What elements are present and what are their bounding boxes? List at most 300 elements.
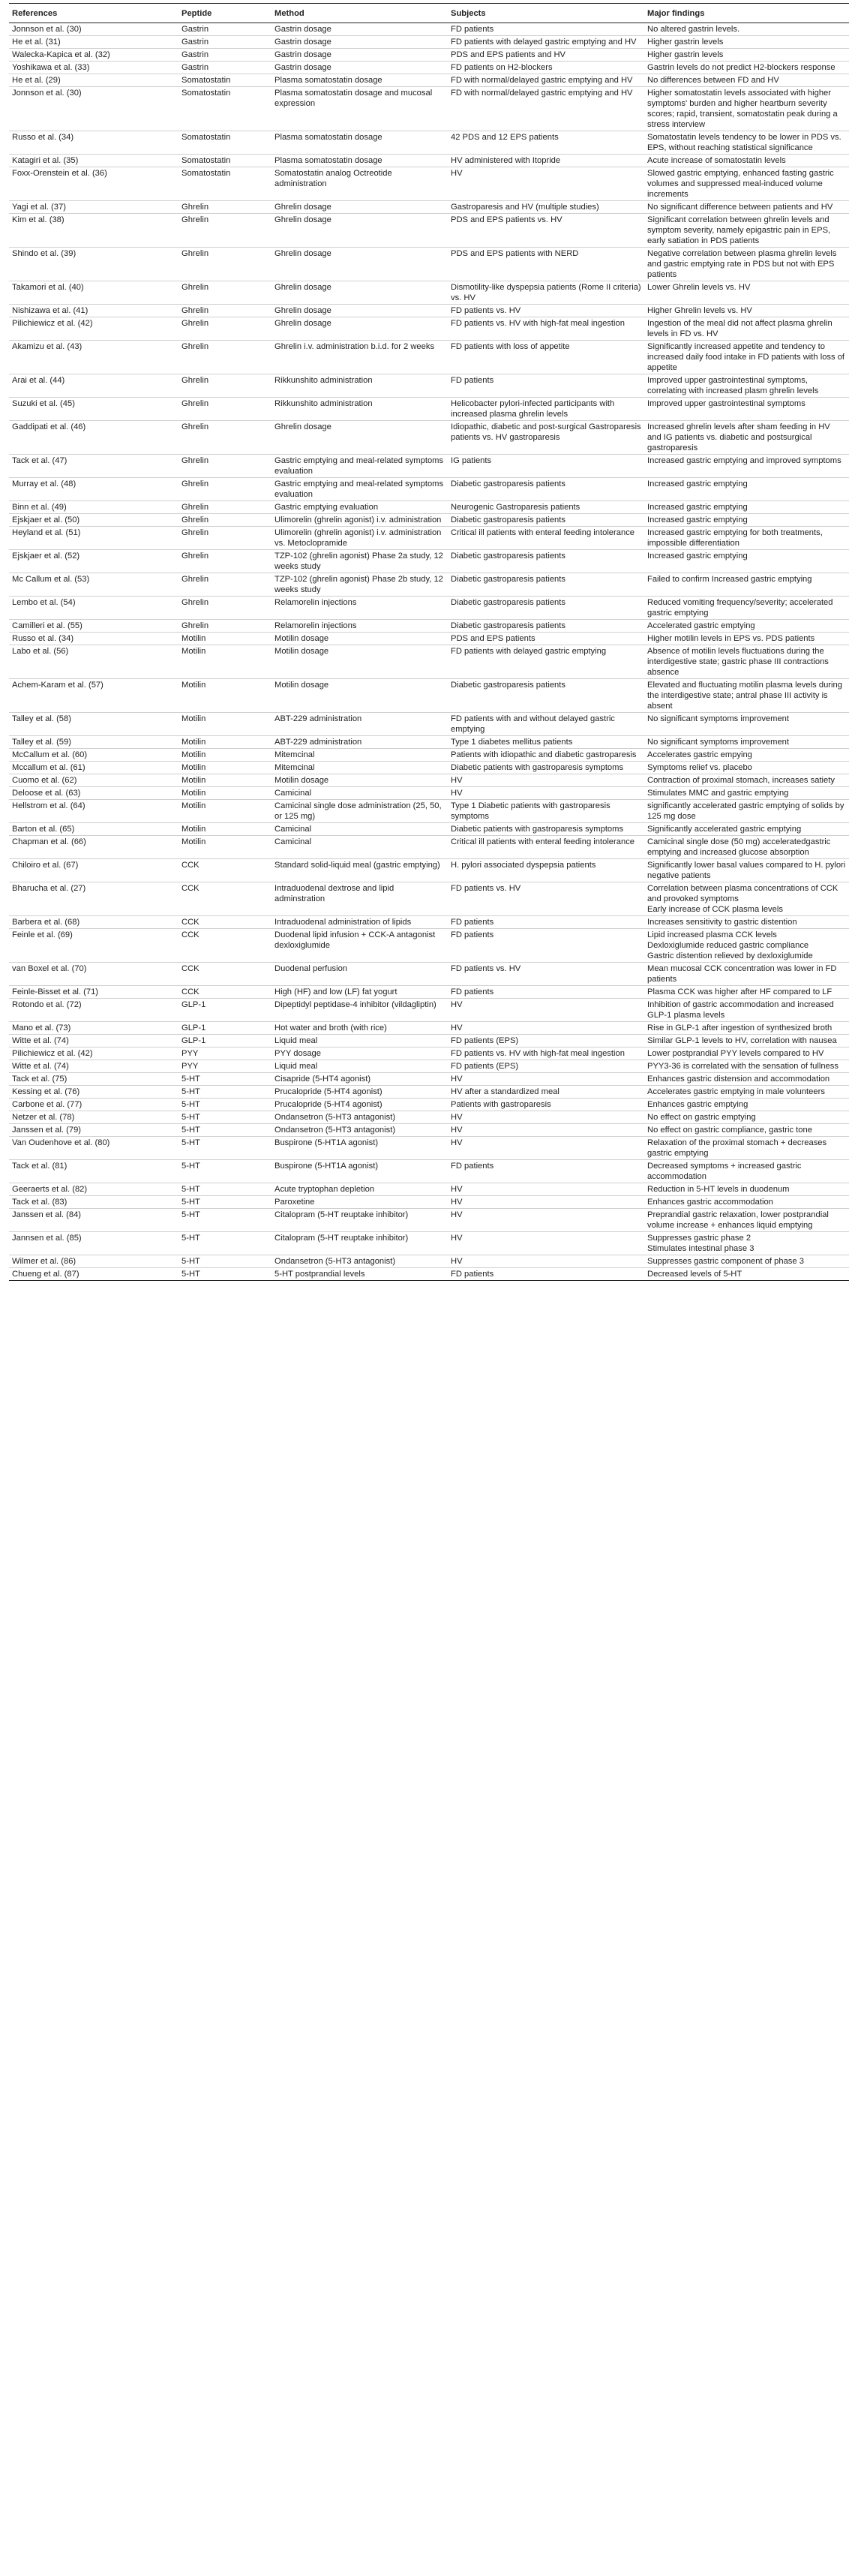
peptide-text: Gastrin	[182, 50, 209, 59]
reference-text: Shindo et al. (39)	[12, 249, 76, 258]
reference-text: Gaddipati et al. (46)	[12, 422, 86, 431]
cell-reference	[9, 23, 178, 36]
table-row	[9, 155, 849, 167]
cell-findings	[644, 1022, 849, 1035]
peptide-text: 5-HT	[182, 1126, 200, 1135]
table-row	[9, 1111, 849, 1124]
reference-text: Labo et al. (56)	[12, 647, 69, 656]
subjects-text: HV	[451, 1234, 463, 1243]
cell-reference	[9, 455, 178, 478]
cell-peptide	[178, 550, 272, 573]
table-row	[9, 1268, 849, 1281]
cell-subjects	[448, 1232, 644, 1255]
cell-peptide	[178, 916, 272, 929]
method-text: Mitemcinal	[274, 750, 315, 759]
cell-findings	[644, 736, 849, 749]
subjects-text: HV	[451, 776, 463, 785]
cell-subjects	[448, 281, 644, 305]
cell-peptide	[178, 762, 272, 774]
cell-reference	[9, 1232, 178, 1255]
cell-subjects	[448, 713, 644, 736]
peptide-text: Gastrin	[182, 63, 209, 72]
cell-findings	[644, 23, 849, 36]
reference-text: Netzer et al. (78)	[12, 1113, 75, 1122]
subjects-text: FD patients (EPS)	[451, 1062, 519, 1071]
findings-text: Increased gastric emptying	[647, 503, 748, 512]
method-text: Somatostatin analog Octreotide administration	[274, 169, 392, 188]
cell-peptide	[178, 836, 272, 859]
method-text: Citalopram (5-HT reuptake inhibitor)	[274, 1234, 409, 1243]
cell-findings	[644, 455, 849, 478]
table-row	[9, 398, 849, 421]
cell-findings	[644, 597, 849, 620]
cell-findings	[644, 645, 849, 679]
cell-method	[272, 859, 448, 882]
cell-method	[272, 550, 448, 573]
peptide-text: 5-HT	[182, 1100, 200, 1109]
cell-reference	[9, 963, 178, 986]
table-row	[9, 248, 849, 281]
cell-peptide	[178, 478, 272, 501]
cell-method	[272, 713, 448, 736]
reference-text: Jonnson et al. (30)	[12, 25, 82, 34]
cell-subjects	[448, 49, 644, 62]
cell-subjects	[448, 1060, 644, 1073]
peptide-text: Ghrelin	[182, 306, 209, 315]
reference-text: Yoshikawa et al. (33)	[12, 63, 90, 72]
cell-method	[272, 823, 448, 836]
cell-peptide	[178, 87, 272, 131]
reference-text: Chiloiro et al. (67)	[12, 861, 79, 870]
cell-findings	[644, 1060, 849, 1073]
reference-text: Foxx-Orenstein et al. (36)	[12, 169, 107, 178]
cell-peptide	[178, 62, 272, 74]
cell-peptide	[178, 248, 272, 281]
cell-reference	[9, 713, 178, 736]
method-text: Camicinal	[274, 789, 312, 798]
table-row	[9, 597, 849, 620]
table-row	[9, 787, 849, 800]
subjects-text: Diabetic gastroparesis patients	[451, 598, 566, 607]
cell-findings	[644, 1124, 849, 1137]
reference-text: Tack et al. (81)	[12, 1162, 68, 1171]
cell-method	[272, 1196, 448, 1209]
cell-subjects	[448, 214, 644, 248]
cell-reference	[9, 882, 178, 916]
cell-subjects	[448, 999, 644, 1022]
cell-peptide	[178, 679, 272, 713]
subjects-text: Critical ill patients with enteral feeding intolerance	[451, 837, 635, 846]
cell-peptide	[178, 131, 272, 155]
subjects-text: HV	[451, 1113, 463, 1122]
subjects-text: Patients with idiopathic and diabetic gastroparesis	[451, 750, 637, 759]
reference-text: Walecka-Kapica et al. (32)	[12, 50, 110, 59]
cell-peptide	[178, 49, 272, 62]
table-row	[9, 281, 849, 305]
cell-method	[272, 317, 448, 341]
cell-reference	[9, 573, 178, 597]
reference-text: Binn et al. (49)	[12, 503, 67, 512]
peptide-text: Motilin	[182, 738, 206, 747]
cell-method	[272, 201, 448, 214]
method-text: Ondansetron (5-HT3 antagonist)	[274, 1257, 396, 1266]
cell-method	[272, 341, 448, 374]
cell-reference	[9, 514, 178, 527]
cell-peptide	[178, 421, 272, 455]
cell-reference	[9, 1086, 178, 1099]
table-row	[9, 916, 849, 929]
cell-peptide	[178, 23, 272, 36]
peptide-text: Gastrin	[182, 38, 209, 47]
table-row	[9, 645, 849, 679]
method-text: Ondansetron (5-HT3 antagonist)	[274, 1126, 396, 1135]
findings-text: Accelerates gastric empying	[647, 750, 752, 759]
cell-method	[272, 929, 448, 963]
table-row	[9, 214, 849, 248]
subjects-text: Diabetic gastroparesis patients	[451, 575, 566, 584]
cell-peptide	[178, 645, 272, 679]
findings-text: Plasma CCK was higher after HF compared to LF	[647, 987, 832, 996]
cell-subjects	[448, 1048, 644, 1060]
method-text: Camicinal	[274, 825, 312, 834]
cell-findings	[644, 929, 849, 963]
peptide-text: PYY	[182, 1062, 199, 1071]
cell-method	[272, 455, 448, 478]
findings-text: Absence of motilin levels fluctuations during the interdigestive state; gastric phase III contractions absence	[647, 647, 829, 677]
subjects-text: FD patients	[451, 918, 494, 927]
reference-text: Achem-Karam et al. (57)	[12, 681, 104, 690]
peptide-text: Motilin	[182, 681, 206, 690]
findings-text: Lipid increased plasma CCK levels Dexloxiglumide reduced gastric compliance Gastric distention relieved by dexloxiglumide	[647, 930, 813, 960]
cell-method	[272, 787, 448, 800]
cell-method	[272, 1268, 448, 1281]
subjects-text: FD patients with delayed gastric emptying and HV	[451, 38, 637, 47]
subjects-text: Critical ill patients with enteral feeding intolerance	[451, 528, 635, 537]
findings-text: Ingestion of the meal did not affect plasma ghrelin levels in FD vs. HV	[647, 319, 832, 338]
cell-peptide	[178, 1268, 272, 1281]
table-row	[9, 963, 849, 986]
cell-findings	[644, 374, 849, 398]
subjects-text: FD patients with loss of appetite	[451, 342, 570, 351]
method-text: Ghrelin dosage	[274, 283, 332, 292]
table-row	[9, 527, 849, 550]
method-text: Ghrelin dosage	[274, 422, 332, 431]
peptide-text: CCK	[182, 987, 200, 996]
table-row	[9, 1086, 849, 1099]
cell-subjects	[448, 836, 644, 859]
cell-peptide	[178, 573, 272, 597]
cell-peptide	[178, 633, 272, 645]
findings-text: Somatostatin levels tendency to be lower in PDS vs. EPS, without reaching statistical significance	[647, 133, 842, 152]
reference-text: Feinle-Bisset et al. (71)	[12, 987, 99, 996]
cell-findings	[644, 317, 849, 341]
cell-subjects	[448, 1209, 644, 1232]
peptide-text: Ghrelin	[182, 528, 209, 537]
cell-reference	[9, 1099, 178, 1111]
reference-text: Hellstrom et al. (64)	[12, 801, 86, 810]
cell-findings	[644, 836, 849, 859]
cell-peptide	[178, 1137, 272, 1160]
cell-method	[272, 248, 448, 281]
cell-findings	[644, 201, 849, 214]
peptide-text: Ghrelin	[182, 422, 209, 431]
cell-peptide	[178, 963, 272, 986]
cell-subjects	[448, 573, 644, 597]
subjects-text: HV	[451, 1185, 463, 1194]
cell-reference	[9, 1268, 178, 1281]
cell-method	[272, 36, 448, 49]
cell-method	[272, 514, 448, 527]
table-row	[9, 131, 849, 155]
cell-reference	[9, 36, 178, 49]
table-row	[9, 1035, 849, 1048]
findings-text: Reduced vomiting frequency/severity; accelerated gastric emptying	[647, 598, 833, 618]
reference-text: Carbone et al. (77)	[12, 1100, 82, 1109]
table-row	[9, 501, 849, 514]
reference-text: Katagiri et al. (35)	[12, 156, 79, 165]
cell-method	[272, 836, 448, 859]
findings-text: Improved upper gastrointestinal symptoms	[647, 399, 806, 408]
cell-subjects	[448, 455, 644, 478]
method-text: Plasma somatostatin dosage	[274, 133, 382, 142]
subjects-text: HV	[451, 169, 463, 178]
method-text: Gastrin dosage	[274, 50, 332, 59]
method-text: Ghrelin i.v. administration b.i.d. for 2 weeks	[274, 342, 435, 351]
cell-method	[272, 421, 448, 455]
cell-method	[272, 882, 448, 916]
cell-method	[272, 736, 448, 749]
cell-findings	[644, 514, 849, 527]
reference-text: Geeraerts et al. (82)	[12, 1185, 88, 1194]
subjects-text: Diabetic gastroparesis patients	[451, 516, 566, 525]
reference-text: Jannsen et al. (85)	[12, 1234, 82, 1243]
method-text: Duodenal lipid infusion + CCK-A antagonist dexloxiglumide	[274, 930, 436, 950]
subjects-text: HV	[451, 1126, 463, 1135]
cell-subjects	[448, 929, 644, 963]
cell-method	[272, 49, 448, 62]
cell-peptide	[178, 214, 272, 248]
cell-subjects	[448, 421, 644, 455]
findings-text: Negative correlation between plasma ghrelin levels and gastric emptying rate in PDS but not with EPS patients	[647, 249, 837, 279]
cell-method	[272, 1111, 448, 1124]
cell-peptide	[178, 774, 272, 787]
subjects-text: PDS and EPS patients with NERD	[451, 249, 579, 258]
cell-peptide	[178, 74, 272, 87]
method-text: Gastrin dosage	[274, 38, 332, 47]
cell-peptide	[178, 1160, 272, 1183]
cell-findings	[644, 1099, 849, 1111]
cell-findings	[644, 550, 849, 573]
reference-text: Witte et al. (74)	[12, 1036, 69, 1045]
method-text: Ghrelin dosage	[274, 306, 332, 315]
method-text: Ondansetron (5-HT3 antagonist)	[274, 1113, 396, 1122]
method-text: Ghrelin dosage	[274, 249, 332, 258]
peptide-text: CCK	[182, 964, 200, 973]
reference-text: Tack et al. (75)	[12, 1075, 68, 1084]
cell-findings	[644, 131, 849, 155]
reference-text: Mano et al. (73)	[12, 1023, 71, 1033]
table-row	[9, 620, 849, 633]
cell-method	[272, 1086, 448, 1099]
subjects-text: Patients with gastroparesis	[451, 1100, 551, 1109]
cell-subjects	[448, 1183, 644, 1196]
cell-reference	[9, 986, 178, 999]
findings-text: No altered gastrin levels.	[647, 25, 740, 34]
reference-text: Talley et al. (59)	[12, 738, 71, 747]
cell-findings	[644, 823, 849, 836]
cell-method	[272, 774, 448, 787]
findings-text: Correlation between plasma concentrations of CCK and provoked symptoms Early increase of CCK plasma levels	[647, 884, 838, 914]
subjects-text: HV administered with Itopride	[451, 156, 561, 165]
subjects-text: HV after a standardized meal	[451, 1087, 560, 1096]
peptide-text: Motilin	[182, 763, 206, 772]
cell-subjects	[448, 823, 644, 836]
table-row	[9, 836, 849, 859]
findings-text: Higher Ghrelin levels vs. HV	[647, 306, 752, 315]
table-row	[9, 999, 849, 1022]
cell-subjects	[448, 248, 644, 281]
cell-findings	[644, 421, 849, 455]
cell-peptide	[178, 341, 272, 374]
subjects-text: FD with normal/delayed gastric emptying and HV	[451, 89, 633, 98]
peptide-text: Ghrelin	[182, 479, 209, 488]
cell-reference	[9, 1035, 178, 1048]
cell-findings	[644, 620, 849, 633]
cell-peptide	[178, 999, 272, 1022]
cell-method	[272, 620, 448, 633]
cell-subjects	[448, 36, 644, 49]
cell-findings	[644, 679, 849, 713]
subjects-text: HV	[451, 1075, 463, 1084]
table-row	[9, 74, 849, 87]
cell-findings	[644, 527, 849, 550]
subjects-text: Type 1 Diabetic patients with gastroparesis symptoms	[451, 801, 610, 821]
table-row	[9, 455, 849, 478]
cell-findings	[644, 1160, 849, 1183]
method-text: Standard solid-liquid meal (gastric emptying)	[274, 861, 440, 870]
cell-findings	[644, 573, 849, 597]
findings-text: Reduction in 5-HT levels in duodenum	[647, 1185, 790, 1194]
cell-reference	[9, 248, 178, 281]
cell-findings	[644, 882, 849, 916]
cell-peptide	[178, 1209, 272, 1232]
cell-reference	[9, 1022, 178, 1035]
findings-text: No effect on gastric emptying	[647, 1113, 756, 1122]
cell-findings	[644, 963, 849, 986]
table-row	[9, 679, 849, 713]
cell-findings	[644, 916, 849, 929]
cell-reference	[9, 501, 178, 514]
cell-subjects	[448, 1124, 644, 1137]
cell-reference	[9, 527, 178, 550]
cell-method	[272, 374, 448, 398]
column-header-reference: References	[9, 4, 178, 23]
cell-peptide	[178, 929, 272, 963]
table-row	[9, 23, 849, 36]
peptide-text: CCK	[182, 884, 200, 893]
findings-text: Increases sensitivity to gastric distention	[647, 918, 797, 927]
cell-peptide	[178, 1086, 272, 1099]
cell-peptide	[178, 398, 272, 421]
subjects-text: FD patients vs. HV	[451, 964, 521, 973]
cell-method	[272, 87, 448, 131]
cell-reference	[9, 201, 178, 214]
column-header-peptide: Peptide	[178, 4, 272, 23]
reference-text: Pilichiewicz et al. (42)	[12, 1049, 93, 1058]
cell-findings	[644, 214, 849, 248]
cell-subjects	[448, 762, 644, 774]
method-text: Ghrelin dosage	[274, 203, 332, 212]
column-header-subjects: Subjects	[448, 4, 644, 23]
table-row	[9, 1099, 849, 1111]
cell-reference	[9, 645, 178, 679]
subjects-text: Helicobacter pylori-infected participants with increased plasma ghrelin levels	[451, 399, 615, 419]
reference-text: Suzuki et al. (45)	[12, 399, 75, 408]
cell-method	[272, 214, 448, 248]
cell-findings	[644, 87, 849, 131]
findings-text: Accelerates gastric emptying in male volunteers	[647, 1087, 825, 1096]
findings-text: Rise in GLP-1 after ingestion of synthesized broth	[647, 1023, 832, 1033]
subjects-text: Diabetic patients with gastroparesis symptoms	[451, 825, 624, 834]
cell-method	[272, 597, 448, 620]
reference-text: van Boxel et al. (70)	[12, 964, 87, 973]
findings-text: Slowed gastric emptying, enhanced fasting gastric volumes and suppressed meal-induced volume increments	[647, 169, 834, 199]
peptide-text: Motilin	[182, 789, 206, 798]
findings-text: Elevated and fluctuating motilin plasma levels during the interdigestive state; antral phase III activity is absent	[647, 681, 842, 711]
reference-text: Akamizu et al. (43)	[12, 342, 82, 351]
cell-peptide	[178, 986, 272, 999]
findings-text: significantly accelerated gastric emptying of solids by 125 mg dose	[647, 801, 844, 821]
reference-text: Takamori et al. (40)	[12, 283, 84, 292]
cell-peptide	[178, 859, 272, 882]
table-row	[9, 633, 849, 645]
peptide-text: Somatostatin	[182, 89, 231, 98]
cell-reference	[9, 774, 178, 787]
method-text: Camicinal single dose administration (25, 50, or 125 mg)	[274, 801, 442, 821]
cell-findings	[644, 633, 849, 645]
cell-subjects	[448, 787, 644, 800]
cell-findings	[644, 167, 849, 201]
peptide-text: Ghrelin	[182, 621, 209, 630]
cell-reference	[9, 823, 178, 836]
findings-text: Increased gastric emptying for both treatments, impossible differentiation	[647, 528, 823, 548]
reference-text: Murray et al. (48)	[12, 479, 76, 488]
cell-findings	[644, 341, 849, 374]
cell-method	[272, 1022, 448, 1035]
cell-method	[272, 527, 448, 550]
cell-peptide	[178, 36, 272, 49]
cell-peptide	[178, 1255, 272, 1268]
peptide-text: Somatostatin	[182, 76, 231, 85]
subjects-text: FD patients vs. HV with high-fat meal ingestion	[451, 1049, 625, 1058]
findings-text: Increased ghrelin levels after sham feeding in HV and IG patients vs. diabetic and postsurgical gastroparesis	[647, 422, 830, 452]
cell-subjects	[448, 514, 644, 527]
cell-reference	[9, 1255, 178, 1268]
cell-peptide	[178, 201, 272, 214]
cell-subjects	[448, 1255, 644, 1268]
cell-method	[272, 633, 448, 645]
peptide-text: Ghrelin	[182, 399, 209, 408]
method-text: Motilin dosage	[274, 647, 329, 656]
method-text: Prucalopride (5-HT4 agonist)	[274, 1100, 382, 1109]
table-row	[9, 823, 849, 836]
cell-subjects	[448, 1073, 644, 1086]
cell-findings	[644, 1086, 849, 1099]
subjects-text: FD patients vs. HV	[451, 884, 521, 893]
cell-subjects	[448, 87, 644, 131]
table-row	[9, 882, 849, 916]
cell-method	[272, 305, 448, 317]
